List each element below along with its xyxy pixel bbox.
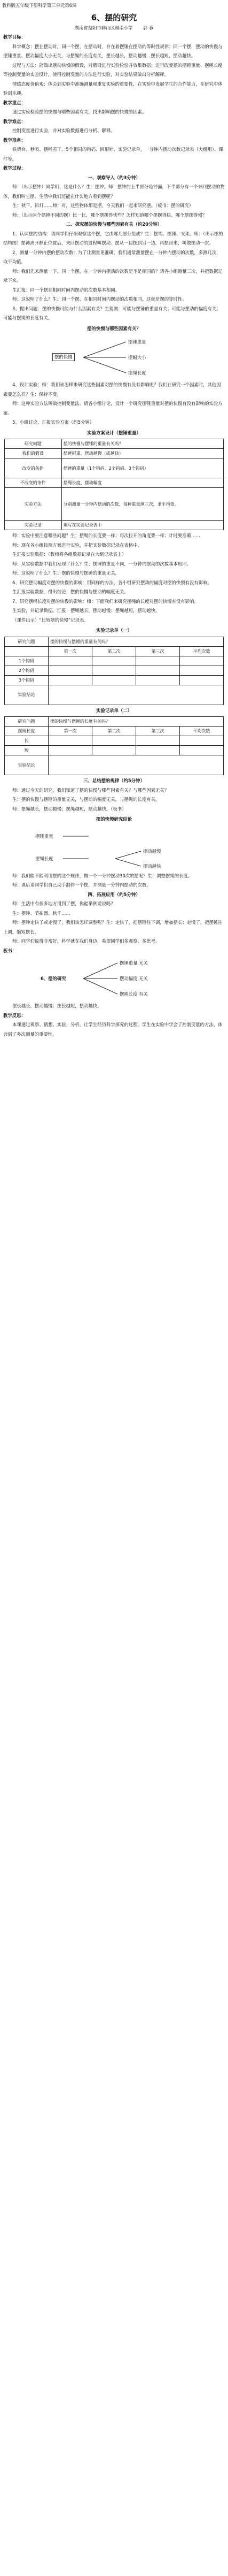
paragraph: 4、设计实验：师：我们该怎样来研究这些因素对摆的快慢有没有影响呢？我们在研究一个因素时，其他因素要怎么样？生：保持不变。 [3,382,221,397]
paragraph: 生：摆的快慢与摆锤的重量无关，与摆动的幅度无关，与摆绳的长度有关。 [12,797,160,802]
board-note: 摆长越长，摆动越慢；摆长越短，摆动越快。 [12,1003,102,1008]
table-row [5,685,224,705]
table-row [5,746,224,755]
table-cell [92,675,136,685]
table-cell [180,666,224,675]
paragraph: （课件出示）“比较摆的快慢”记录表。 [12,617,89,623]
paragraph: 生汇报实验数据，得出结论：摆的快慢与摆动的幅度无关。 [12,589,129,594]
conclusion-node: 摆动越慢 [143,848,161,854]
table-row [5,675,224,685]
table-cell: 分别测量一分钟内摆动的次数，每种重量测三次，求平均值。 [61,488,223,521]
table-cell [180,746,224,755]
table-cell: 长 [5,736,49,746]
table-cell [49,746,92,755]
table-cell: 实验结论 [5,685,49,705]
board-item: 摆动幅度 无关 [120,976,148,981]
difficulty-text: 控制变量进行实验，并对实验数据进行分析、解释。 [12,128,115,133]
paragraph: 7、研究摆绳长度对摆的快慢的影响：师：下面我们来研究摆绳的长度对摆的快慢有没有影响。 [12,598,199,604]
diagram-connectors [3,334,225,380]
table-header-cell: 平均次数 [180,727,224,736]
conclusion-node: 摆动越快 [143,863,161,869]
paragraph: 师：我们能不能利用摆的这个规律，做一个一分钟摆动30次的摆呢？生：调整摆绳的长度。 [12,873,193,878]
paragraph: 3、提出问题：摆的快慢可能与什么因素有关？生猜测：可能与摆锤的重量有关；可能与摆动的幅度有关；可能与摆绳的长度有关。 [3,305,221,320]
paragraph: 师：同学们说得非常好，科学就在我们身边，希望同学们多观察、多思考。 [12,938,160,944]
table-row [5,755,224,775]
paragraph: 师：从实验数据中我们发现了什么？生：摆锤的重量不同，一分钟内摆动的次数基本相同。 [12,561,191,567]
table-cell: 我们的假设 [5,449,62,458]
paragraph: 5、小组讨论，汇报实验方案（约5分钟） [12,419,95,425]
table-header-cell: 第二次 [92,727,136,736]
table-row [5,488,224,521]
paragraph: 师：（出示两个摆锤不同的摆）比一比，哪个摆摆得快些？怎样知道哪个摆摆得快、哪个摆摆得慢？ [12,212,207,218]
table-row [5,439,224,449]
table-cell: 改变的条件 [5,458,62,478]
diagram-center: 摆的快慢 [52,353,75,361]
table-header-cell: 第一次 [49,727,92,736]
record-table-caption: 实验记录单（一） [96,628,132,633]
conclusion-node: 摆绳长度 [35,855,53,861]
step-1 [0,173,228,220]
conclusion-caption: 摆的快慢研究结论 [96,816,132,822]
diagram-factor: 摆绳长度 [128,370,146,376]
record-table-2 [4,716,224,775]
table-cell: 1个钩码 [5,656,49,666]
table-cell: 摆锤的重量（1个钩码、2个钩码、3个钩码） [61,458,223,478]
step-3 [0,776,228,890]
plan-table [4,439,224,530]
step-4 [0,890,228,946]
step-heading: 二、探究摆的快慢与哪些因素有关（约20分钟） [66,221,162,227]
table-header-cell: 第三次 [136,727,180,736]
table-row [5,449,224,458]
process-heading: 教学过程： [3,165,26,171]
record-table-1 [4,637,224,705]
plan-caption: 实验方案设计（摆锤重量） [87,430,141,435]
table-cell: 摆的快慢与摆绳的长度有关吗？ [49,717,224,727]
paragraph: 1、认识摆的结构：请同学们仔细观察这个摆，它由哪几部分组成？生：摆绳、摆锤、支架。师：（出示摆的结构图）摆锤离开静止位置后，来回摆动的过程叫摆动。摆从一边摆到另一边，再摆回来，叫做摆动一次。 [3,231,223,246]
goal-item: 过程与方法：能做出摆动快慢的假设，对假设进行实验检验并收集数据；进行改变摆的摆锤重量、摆绳长度等控制变量的实验设计，使用控制变量的方法进行实验，对实验结果做出分析解释。 [3,62,223,77]
table-cell: 填写在实验记录表中 [61,521,223,530]
doc-header: 教科版五年级下册科学第三单元第6课 [2,3,77,8]
table-cell [49,656,92,666]
lesson-title: 6、摆的研究 [91,12,137,22]
table-row [5,656,224,666]
paragraph: 师：通过今天的研究，我们知道了摆的快慢与哪些因素有关？与哪些因素无关？ [12,787,169,793]
table-cell: 摆的快慢与摆锤的重量有关吗？ [49,637,224,646]
paragraph: 师：（出示摆钟）同学们，这是什么？生：摆钟。师：摆钟的上半部分是钟面，下半部分有一个来回摆动的物体，我们叫它摆。生活中我们还能在什么地方看到摆呢？ [3,184,225,199]
table-row [5,717,224,727]
table-header-cell: 第一次 [49,646,92,656]
table-cell: 研究问题 [5,717,49,727]
table-row [5,521,224,530]
record-table-2-section [0,706,228,776]
step-heading: 三、总结摆的规律（约5分钟） [83,778,145,783]
table-cell [136,746,180,755]
diagram-factor: 摆幅大小 [128,355,146,360]
difficulty-heading: 教学难点： [3,118,26,124]
paragraph: 师：我们先来测量一下，同一个摆，在一分钟内摆动的次数是不是相同的？请各小组测量三次，并把数据记录下来。 [3,268,223,283]
paragraph: 师：课后请同学们自己动手制作一个摆，并测量一分钟内摆动的次数。 [12,882,151,888]
goal-item: 科学概念：摆在摆动时，同一个摆，在摆动时，存在着摆锤在摆动的等时性规律；同一个摆，摆动的快慢与摆锤重量、摆动幅度大小无关，与摆绳的长度有关，摆长越长，摆动越慢，摆长越短，摆动越快。 [3,43,223,58]
factor-diagram-body [3,334,225,380]
table-cell: 3个钩码 [5,675,49,685]
table-cell [180,736,224,746]
table-cell [92,656,136,666]
step-heading: 四、拓展应用（约5分钟） [88,891,140,897]
table-header-cell: 第二次 [92,646,136,656]
table-header-cell: 平均次数 [180,646,224,656]
paragraph: 生：秋千、吊灯……师：对，这些物体都是摆，今天我们一起来研究摆。（板书：摆的研究） [12,203,194,208]
key-heading: 教学重点： [3,100,26,105]
record-table-caption: 实验记录单（二） [96,707,132,713]
table-cell [180,656,224,666]
table-cell: 研究问题 [5,637,49,646]
table-row [5,637,224,646]
paragraph: 6、研究摆动幅度对摆的快慢的影响：用同样的方法，各小组研究摆动的幅度对摆的快慢有没有影响。 [12,579,212,585]
step-2-continued [0,531,228,625]
table-cell [49,685,224,705]
author-line: 湖南省益阳市赫山区赫南小学 郭 蓉 [74,25,154,30]
record-table-1-section [0,626,228,705]
reflection-heading: 教学反思： [3,1012,26,1018]
table-cell: 实验记录 [5,521,62,530]
paragraph: 师：摆绳越长，摆动越慢；摆绳越短，摆动越快。（板书） [12,806,127,812]
plan-table-section [0,429,228,531]
table-cell: 不改变的条件 [5,478,62,488]
table-cell [136,675,180,685]
table-header-cell: 摆绳长度 [5,727,49,736]
table-cell [92,736,136,746]
paragraph: 生汇报：同一个摆在相同时间内摆动的次数基本相同。 [12,287,120,293]
table-cell [180,675,224,685]
board-connectors [3,956,225,1002]
paragraph: 生汇报实验数据：（教师将各组数据记录在大组记录表上） [12,552,127,557]
board-diagram [3,956,225,1002]
paragraph: 师：现在各小组按照方案进行实验，并把实验数据记录在表格中。 [12,542,142,548]
table-cell: 摆锤越重，摆动越慢（或越快） [61,449,223,458]
table-cell [49,755,224,775]
paragraph: 师：这种实验方法叫做控制变量法。请各小组讨论，设计一个研究摆锤重量对摆的快慢有没有影响的实验方案。 [3,401,223,416]
table-row [5,458,224,478]
table-cell [92,746,136,755]
table-header-row [5,727,224,736]
conclusion-diagram [3,825,225,872]
paragraph: 2、测量一分钟内摆的摆动次数：为了让测量更准确，我们通常测量摆在一分钟内摆动的次数，多测几次，取平均值。 [3,249,221,264]
table-header-cell [5,646,49,656]
table-cell [49,736,92,746]
table-cell [136,666,180,675]
table-cell: 摆的快慢与摆锤的重量有关吗？ [61,439,223,449]
prep-text: 铁架台、秒表、摆绳若干、5个相同的钩码、回形针、实验记录单，一分钟内摆动次数记录表（大组用）、课件等。 [3,147,223,162]
table-row [5,478,224,488]
reflection-text: 本课通过观察、猜想、实验、分析，让学生经历科学探究的过程，学生在实验中学会了控制变量的方法，体会到了多次测量的重要性。 [3,1022,223,1037]
paragraph: 生实验，并记录数据。汇报：摆绳越长，摆动越慢；摆绳越短，摆动越快。 [12,608,160,613]
prep-heading: 教学准备： [3,137,26,143]
goal-item: 情感态度价值观：体会到实验中准确测量和重复实验的重要性，在实验中发展学生的合作能力，在研究中体验到乐趣。 [3,81,223,96]
table-cell [49,675,92,685]
table-cell [136,736,180,746]
conclusion-node: 摆锤重量 [35,833,53,839]
key-text: 通过实验检验摆的快慢与哪些因素有关，找出影响摆的快慢的因素。 [12,109,147,114]
board-center: 6、摆的研究 [41,976,66,981]
table-header-cell: 第三次 [136,646,180,656]
table-cell: 2个钩码 [5,666,49,675]
factor-diagram [0,324,228,427]
table-row [5,666,224,675]
table-cell: 短 [5,746,49,755]
goals-heading: 教学目标： [3,34,26,40]
diagram-factor: 摆锤重量 [128,339,146,345]
goals-section [0,33,228,173]
paragraph: 师：生活中有很多地方用到了摆，你能举例说说吗？ [12,901,115,906]
step-2 [0,220,228,323]
step-heading: 一、观察导入（约3分钟） [88,174,140,180]
table-cell [92,666,136,675]
table-header-row [5,646,224,656]
paragraph: 师：这说明了什么？生：摆的快慢与摆锤的重量无关。 [12,570,120,576]
board-section [0,946,228,1039]
board-item: 摆绳长度 有关 [120,991,148,997]
table-cell [49,666,92,675]
paragraph: 师：这说明了什么？生：同一个摆，在相同时间内摆动的次数相同。这就是摆的等时性。 [12,296,187,302]
paragraph: 生：摆钟、节拍器、秋千…… [12,910,70,916]
board-item: 摆锤重量 无关 [120,960,148,966]
table-cell: 实验结论 [5,755,49,775]
table-cell [136,656,180,666]
table-cell: 研究问题 [5,439,62,449]
table-cell: 实验方法 [5,488,62,521]
table-cell: 摆绳长度、摆动幅度 [61,478,223,488]
paragraph: 师：实验中要注意哪些问题？生：摆绳的长度要一样；每次拉开的角度要一样；计时要准确…… [12,533,200,538]
diagram-caption: 摆的快慢与哪些因素有关？ [87,325,141,331]
table-row [5,736,224,746]
board-heading: 板书： [3,947,17,953]
paragraph: 师：摆钟走快了或走慢了，我们该怎样调整呢？生：走快了，把摆锤往下调，增加摆长；走慢了，把摆锤往上调，缩短摆长。 [3,920,223,935]
